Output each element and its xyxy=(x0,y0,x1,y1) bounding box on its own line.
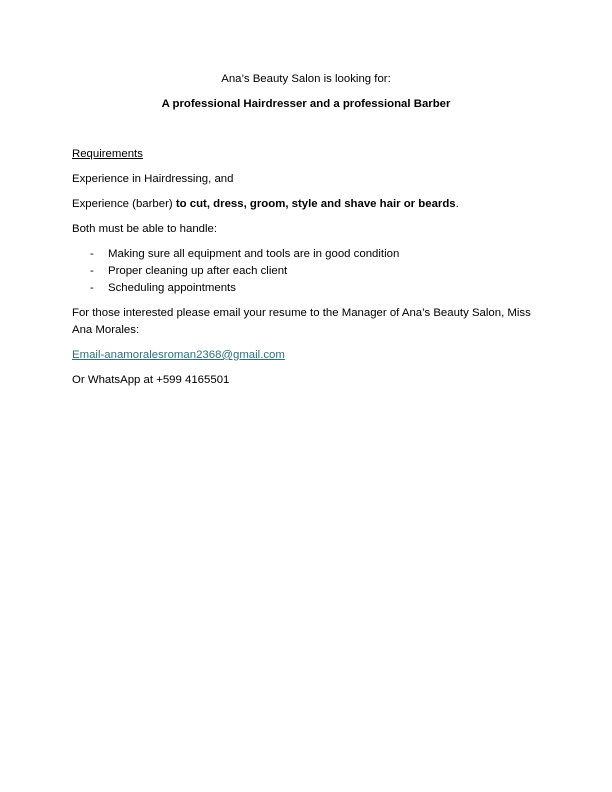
heading-title: A professional Hairdresser and a professional Barber xyxy=(161,98,451,110)
whatsapp-contact: Or WhatsApp at +599 4165501 xyxy=(72,374,230,386)
duty-text: Scheduling appointments xyxy=(108,282,236,294)
duty-text: Making sure all equipment and tools are in good condition xyxy=(108,248,400,260)
requirements-title: Requirements xyxy=(72,148,143,160)
email-address[interactable]: Email-anamoralesroman2368@gmail.com xyxy=(72,349,285,361)
requirement-barber-prefix: Experience (barber) xyxy=(72,198,176,210)
bullet-dash: - xyxy=(90,265,94,277)
requirement-barber-suffix: . xyxy=(455,198,459,210)
both-intro: Both must be able to handle: xyxy=(72,223,218,235)
contact-intro: For those interested please email your resume to the Manager of Ana’s Beauty Salon, Miss Ana Morales: xyxy=(72,307,531,336)
bullet-dash: - xyxy=(90,248,94,260)
requirement-hairdressing: Experience in Hairdressing, and xyxy=(72,173,234,185)
requirement-barber-skills: to cut, dress, groom, style and shave hair or beards xyxy=(175,198,456,210)
heading-intro: Ana’s Beauty Salon is looking for: xyxy=(221,73,391,85)
email-link[interactable] xyxy=(72,347,285,364)
bullet-dash: - xyxy=(90,282,94,294)
duty-text: Proper cleaning up after each client xyxy=(108,265,288,277)
requirement-barber xyxy=(72,196,542,213)
